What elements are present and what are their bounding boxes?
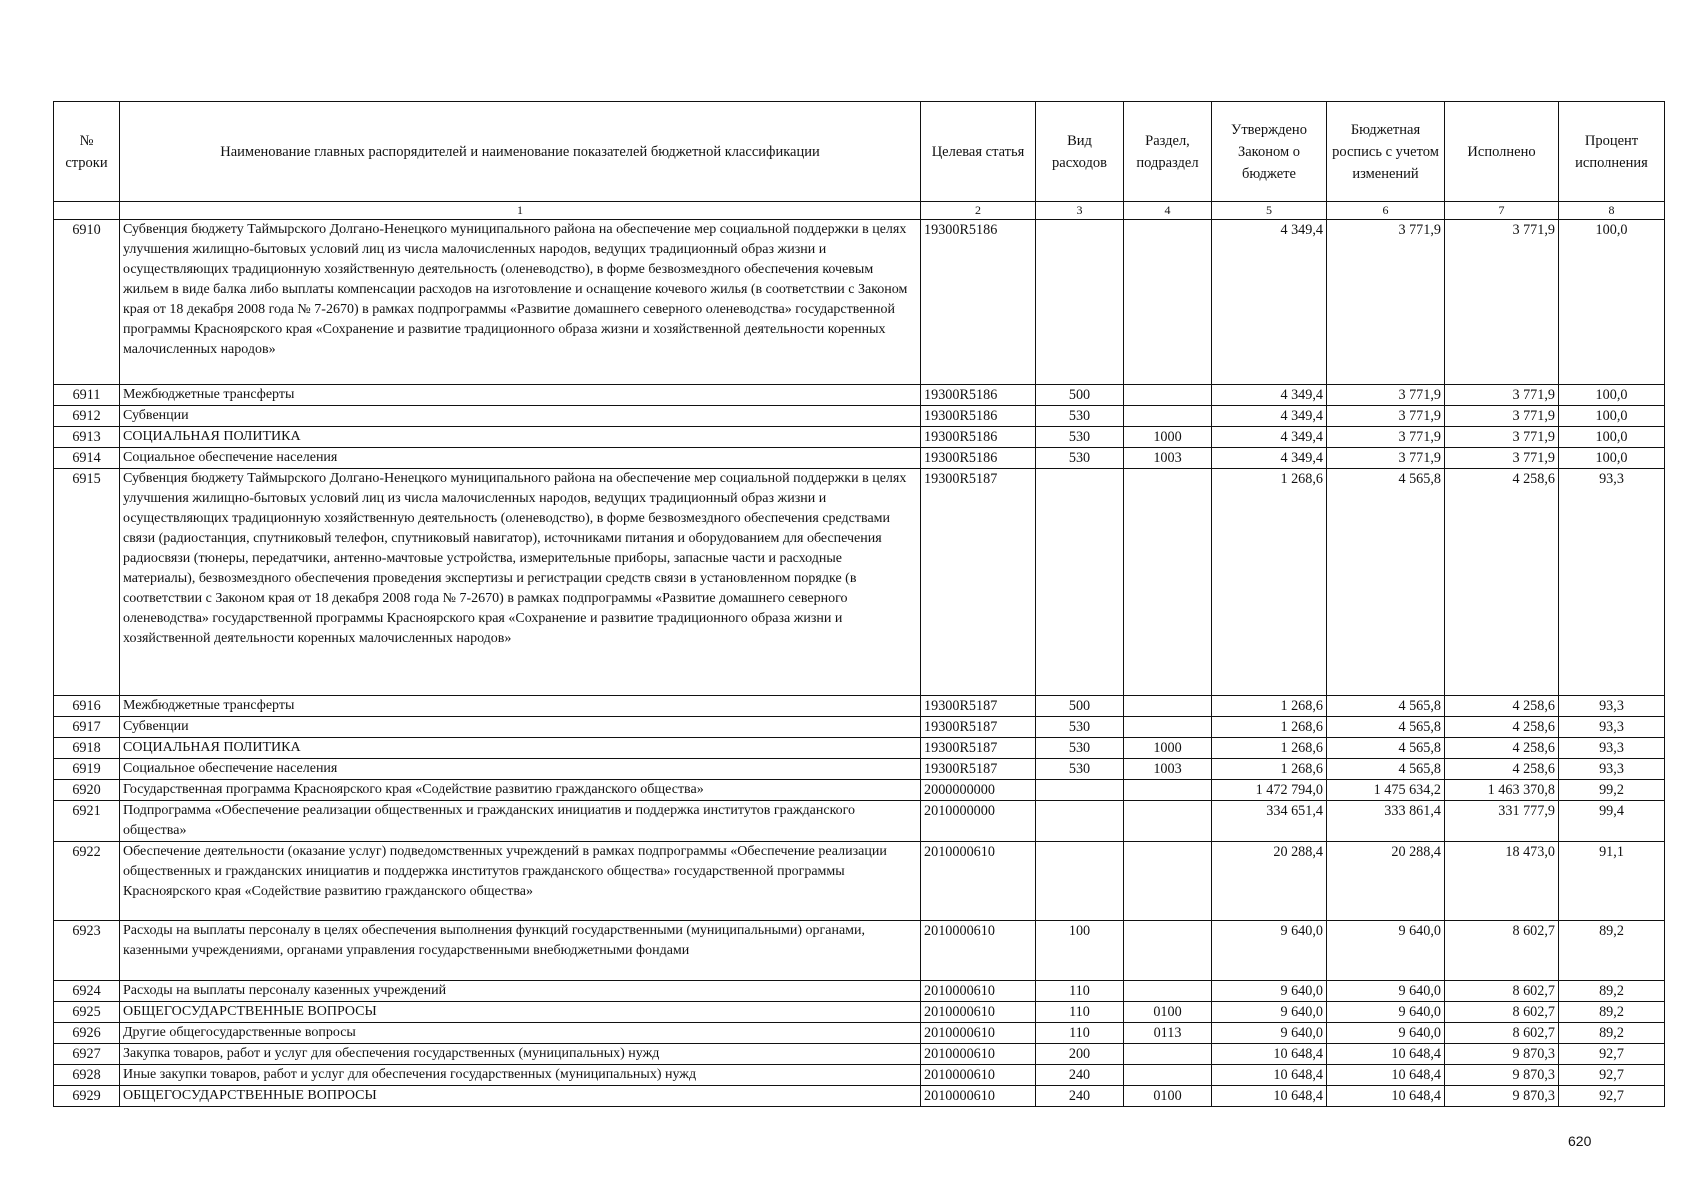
header-executed: Исполнено xyxy=(1445,102,1559,202)
row-executed: 4 258,6 xyxy=(1445,759,1559,780)
row-section xyxy=(1124,780,1212,801)
row-percent: 93,3 xyxy=(1559,759,1665,780)
row-schedule: 3 771,9 xyxy=(1327,427,1445,448)
page-number: 620 xyxy=(1568,1133,1592,1149)
row-executed: 4 258,6 xyxy=(1445,717,1559,738)
row-target-article: 19300R5186 xyxy=(921,448,1036,469)
row-schedule: 3 771,9 xyxy=(1327,385,1445,406)
row-name: Субвенции xyxy=(120,406,921,427)
row-executed: 18 473,0 xyxy=(1445,842,1559,921)
row-target-article: 19300R5186 xyxy=(921,427,1036,448)
row-executed: 9 870,3 xyxy=(1445,1065,1559,1086)
table-row xyxy=(54,1086,1665,1107)
row-number: 6912 xyxy=(54,406,120,427)
row-executed: 4 258,6 xyxy=(1445,469,1559,696)
row-target-article: 19300R5187 xyxy=(921,469,1036,696)
row-schedule: 9 640,0 xyxy=(1327,1023,1445,1044)
column-number xyxy=(54,202,120,220)
row-executed: 9 870,3 xyxy=(1445,1044,1559,1065)
row-section xyxy=(1124,717,1212,738)
row-name: Социальное обеспечение населения xyxy=(120,759,921,780)
row-section xyxy=(1124,696,1212,717)
row-target-article: 2010000610 xyxy=(921,842,1036,921)
row-number: 6926 xyxy=(54,1023,120,1044)
row-approved: 4 349,4 xyxy=(1212,448,1327,469)
row-approved: 334 651,4 xyxy=(1212,801,1327,842)
row-percent: 93,3 xyxy=(1559,738,1665,759)
row-executed: 8 602,7 xyxy=(1445,1023,1559,1044)
row-schedule: 4 565,8 xyxy=(1327,469,1445,696)
row-percent: 99,4 xyxy=(1559,801,1665,842)
row-section xyxy=(1124,921,1212,981)
row-executed: 3 771,9 xyxy=(1445,427,1559,448)
row-percent: 93,3 xyxy=(1559,696,1665,717)
row-section xyxy=(1124,385,1212,406)
row-number: 6929 xyxy=(54,1086,120,1107)
table-header xyxy=(54,102,1665,220)
row-approved: 9 640,0 xyxy=(1212,981,1327,1002)
row-approved: 1 472 794,0 xyxy=(1212,780,1327,801)
row-approved: 9 640,0 xyxy=(1212,921,1327,981)
row-section xyxy=(1124,1065,1212,1086)
row-expense-type xyxy=(1036,780,1124,801)
row-executed: 9 870,3 xyxy=(1445,1086,1559,1107)
row-schedule: 9 640,0 xyxy=(1327,1002,1445,1023)
table-row xyxy=(54,981,1665,1002)
row-number: 6913 xyxy=(54,427,120,448)
row-executed: 8 602,7 xyxy=(1445,921,1559,981)
row-section: 1000 xyxy=(1124,738,1212,759)
row-name: СОЦИАЛЬНАЯ ПОЛИТИКА xyxy=(120,738,921,759)
row-schedule: 3 771,9 xyxy=(1327,448,1445,469)
row-target-article: 19300R5187 xyxy=(921,696,1036,717)
row-schedule: 10 648,4 xyxy=(1327,1086,1445,1107)
row-expense-type: 530 xyxy=(1036,759,1124,780)
row-percent: 89,2 xyxy=(1559,1002,1665,1023)
row-schedule: 4 565,8 xyxy=(1327,738,1445,759)
header-row-no: № строки xyxy=(54,102,120,202)
column-number: 3 xyxy=(1036,202,1124,220)
row-percent: 89,2 xyxy=(1559,1023,1665,1044)
column-numbers-row xyxy=(54,202,1665,220)
row-name: Обеспечение деятельности (оказание услуг) подведомственных учреждений в рамках подпрограммы «Обеспечение реализации общественных и гражданских инициатив и поддержка институтов гражданского общества» государственной программы Красноярского края «Содействие развитию гражданского общества» xyxy=(120,842,921,921)
row-schedule: 9 640,0 xyxy=(1327,921,1445,981)
row-expense-type: 200 xyxy=(1036,1044,1124,1065)
row-percent: 93,3 xyxy=(1559,717,1665,738)
row-expense-type xyxy=(1036,220,1124,385)
row-number: 6928 xyxy=(54,1065,120,1086)
row-executed: 4 258,6 xyxy=(1445,738,1559,759)
header-approved: Утверждено Законом о бюджете xyxy=(1212,102,1327,202)
row-number: 6922 xyxy=(54,842,120,921)
row-expense-type: 500 xyxy=(1036,385,1124,406)
row-target-article: 2010000610 xyxy=(921,921,1036,981)
row-approved: 4 349,4 xyxy=(1212,427,1327,448)
row-approved: 9 640,0 xyxy=(1212,1023,1327,1044)
row-section: 0100 xyxy=(1124,1086,1212,1107)
row-expense-type xyxy=(1036,469,1124,696)
column-number: 7 xyxy=(1445,202,1559,220)
table-row xyxy=(54,717,1665,738)
table-row xyxy=(54,1044,1665,1065)
column-number: 6 xyxy=(1327,202,1445,220)
table-row xyxy=(54,448,1665,469)
row-name: СОЦИАЛЬНАЯ ПОЛИТИКА xyxy=(120,427,921,448)
row-approved: 10 648,4 xyxy=(1212,1065,1327,1086)
table-row xyxy=(54,1002,1665,1023)
row-executed: 3 771,9 xyxy=(1445,448,1559,469)
row-target-article: 2010000610 xyxy=(921,981,1036,1002)
row-target-article: 19300R5187 xyxy=(921,759,1036,780)
table-row xyxy=(54,842,1665,921)
row-number: 6921 xyxy=(54,801,120,842)
row-section xyxy=(1124,981,1212,1002)
row-approved: 1 268,6 xyxy=(1212,717,1327,738)
row-expense-type xyxy=(1036,801,1124,842)
row-percent: 100,0 xyxy=(1559,220,1665,385)
row-target-article: 19300R5186 xyxy=(921,385,1036,406)
row-schedule: 10 648,4 xyxy=(1327,1065,1445,1086)
row-number: 6915 xyxy=(54,469,120,696)
row-executed: 8 602,7 xyxy=(1445,1002,1559,1023)
column-number: 4 xyxy=(1124,202,1212,220)
row-target-article: 19300R5186 xyxy=(921,406,1036,427)
row-percent: 100,0 xyxy=(1559,385,1665,406)
row-schedule: 10 648,4 xyxy=(1327,1044,1445,1065)
row-approved: 1 268,6 xyxy=(1212,469,1327,696)
row-expense-type: 110 xyxy=(1036,1023,1124,1044)
row-approved: 20 288,4 xyxy=(1212,842,1327,921)
row-name: Закупка товаров, работ и услуг для обеспечения государственных (муниципальных) нужд xyxy=(120,1044,921,1065)
row-approved: 4 349,4 xyxy=(1212,220,1327,385)
header-exp-type: Вид расходов xyxy=(1036,102,1124,202)
row-name: Субвенция бюджету Таймырского Долгано-Ненецкого муниципального района на обеспечение мер социальной поддержки в целях улучшения жилищно-бытовых условий лиц из числа малочисленных народов, ведущих традиционный образ жизни и осуществляющих традиционную хозяйственную деятельность (оленеводство), в форме безвозмездного обеспечения средствами связи (радиостанция, спутниковый телефон, спутниковый навигатор), источниками питания и оборудованием для обеспечения радиосвязи (тюнеры, передатчики, антенно-мачтовые устройства, измерительные приборы, запасные части и расходные материалы), безвозмездного обеспечения проведения экспертизы и регистрации средств связи в установленном порядке (в соответствии с Законом края от 18 декабря 2008 года № 7-2670) в рамках подпрограммы «Развитие домашнего северного оленеводства» государственной программы Красноярского края «Сохранение и развитие традиционного образа жизни и хозяйственной деятельности коренных малочисленных народов» xyxy=(120,469,921,696)
row-percent: 100,0 xyxy=(1559,448,1665,469)
table-row xyxy=(54,406,1665,427)
row-name: Расходы на выплаты персоналу казенных учреждений xyxy=(120,981,921,1002)
budget-table xyxy=(53,101,1665,1107)
row-schedule: 4 565,8 xyxy=(1327,717,1445,738)
header-schedule: Бюджетная роспись с учетом изменений xyxy=(1327,102,1445,202)
row-number: 6916 xyxy=(54,696,120,717)
row-section: 1003 xyxy=(1124,759,1212,780)
row-schedule: 20 288,4 xyxy=(1327,842,1445,921)
row-executed: 3 771,9 xyxy=(1445,406,1559,427)
row-section xyxy=(1124,220,1212,385)
row-section xyxy=(1124,406,1212,427)
row-expense-type: 530 xyxy=(1036,738,1124,759)
table-row xyxy=(54,801,1665,842)
row-expense-type: 500 xyxy=(1036,696,1124,717)
row-approved: 1 268,6 xyxy=(1212,759,1327,780)
row-number: 6917 xyxy=(54,717,120,738)
row-name: Субвенции xyxy=(120,717,921,738)
row-executed: 4 258,6 xyxy=(1445,696,1559,717)
row-target-article: 2010000610 xyxy=(921,1065,1036,1086)
row-approved: 9 640,0 xyxy=(1212,1002,1327,1023)
row-target-article: 2000000000 xyxy=(921,780,1036,801)
row-section xyxy=(1124,1044,1212,1065)
row-number: 6918 xyxy=(54,738,120,759)
row-target-article: 2010000610 xyxy=(921,1086,1036,1107)
row-section: 0100 xyxy=(1124,1002,1212,1023)
row-schedule: 4 565,8 xyxy=(1327,759,1445,780)
row-executed: 3 771,9 xyxy=(1445,220,1559,385)
row-expense-type: 110 xyxy=(1036,1002,1124,1023)
table-row xyxy=(54,696,1665,717)
row-target-article: 2010000000 xyxy=(921,801,1036,842)
row-target-article: 2010000610 xyxy=(921,1044,1036,1065)
column-number: 8 xyxy=(1559,202,1665,220)
row-section xyxy=(1124,469,1212,696)
row-percent: 92,7 xyxy=(1559,1086,1665,1107)
row-name: Подпрограмма «Обеспечение реализации общественных и гражданских инициатив и поддержка институтов гражданского общества» xyxy=(120,801,921,842)
row-executed: 331 777,9 xyxy=(1445,801,1559,842)
row-section: 1003 xyxy=(1124,448,1212,469)
row-expense-type: 530 xyxy=(1036,427,1124,448)
row-expense-type: 110 xyxy=(1036,981,1124,1002)
row-percent: 99,2 xyxy=(1559,780,1665,801)
table-row xyxy=(54,921,1665,981)
header-name: Наименование главных распорядителей и наименование показателей бюджетной классификации xyxy=(120,102,921,202)
row-target-article: 2010000610 xyxy=(921,1023,1036,1044)
row-name: Расходы на выплаты персоналу в целях обеспечения выполнения функций государственными (муниципальными) органами, казенными учреждениями, органами управления государственными внебюджетными фондами xyxy=(120,921,921,981)
row-schedule: 4 565,8 xyxy=(1327,696,1445,717)
row-section xyxy=(1124,842,1212,921)
table-body xyxy=(54,220,1665,1107)
row-name: Субвенция бюджету Таймырского Долгано-Ненецкого муниципального района на обеспечение мер социальной поддержки в целях улучшения жилищно-бытовых условий лиц из числа малочисленных народов, ведущих традиционный образ жизни и осуществляющих традиционную хозяйственную деятельность (оленеводство), в форме безвозмездного обеспечения кочевым жильем в виде балка либо выплаты компенсации расходов на изготовление и оснащение кочевого жилья (в соответствии с Законом края от 18 декабря 2008 года № 7-2670) в рамках подпрограммы «Развитие домашнего северного оленеводства» государственной программы Красноярского края «Сохранение и развитие традиционного образа жизни и хозяйственной деятельности коренных малочисленных народов» xyxy=(120,220,921,385)
row-executed: 8 602,7 xyxy=(1445,981,1559,1002)
row-percent: 92,7 xyxy=(1559,1044,1665,1065)
row-number: 6920 xyxy=(54,780,120,801)
row-percent: 93,3 xyxy=(1559,469,1665,696)
row-expense-type: 240 xyxy=(1036,1065,1124,1086)
row-percent: 89,2 xyxy=(1559,981,1665,1002)
row-number: 6927 xyxy=(54,1044,120,1065)
table-row xyxy=(54,1065,1665,1086)
row-number: 6910 xyxy=(54,220,120,385)
table-row xyxy=(54,469,1665,696)
row-approved: 1 268,6 xyxy=(1212,738,1327,759)
row-name: ОБЩЕГОСУДАРСТВЕННЫЕ ВОПРОСЫ xyxy=(120,1002,921,1023)
row-schedule: 1 475 634,2 xyxy=(1327,780,1445,801)
header-section: Раздел, подраздел xyxy=(1124,102,1212,202)
row-section: 1000 xyxy=(1124,427,1212,448)
table-row xyxy=(54,220,1665,385)
row-section xyxy=(1124,801,1212,842)
row-expense-type: 530 xyxy=(1036,717,1124,738)
row-percent: 100,0 xyxy=(1559,406,1665,427)
row-approved: 10 648,4 xyxy=(1212,1086,1327,1107)
row-name: Социальное обеспечение населения xyxy=(120,448,921,469)
table-row xyxy=(54,780,1665,801)
row-approved: 10 648,4 xyxy=(1212,1044,1327,1065)
row-name: Иные закупки товаров, работ и услуг для обеспечения государственных (муниципальных) нужд xyxy=(120,1065,921,1086)
row-schedule: 9 640,0 xyxy=(1327,981,1445,1002)
row-name: Государственная программа Красноярского края «Содействие развитию гражданского общества» xyxy=(120,780,921,801)
column-number: 5 xyxy=(1212,202,1327,220)
row-percent: 100,0 xyxy=(1559,427,1665,448)
row-percent: 92,7 xyxy=(1559,1065,1665,1086)
header-percent: Процент исполнения xyxy=(1559,102,1665,202)
row-percent: 89,2 xyxy=(1559,921,1665,981)
row-approved: 4 349,4 xyxy=(1212,406,1327,427)
row-section: 0113 xyxy=(1124,1023,1212,1044)
row-name: Межбюджетные трансферты xyxy=(120,696,921,717)
table-row xyxy=(54,1023,1665,1044)
row-name: Другие общегосударственные вопросы xyxy=(120,1023,921,1044)
row-number: 6924 xyxy=(54,981,120,1002)
row-executed: 3 771,9 xyxy=(1445,385,1559,406)
row-schedule: 3 771,9 xyxy=(1327,406,1445,427)
table-row xyxy=(54,759,1665,780)
row-percent: 91,1 xyxy=(1559,842,1665,921)
row-number: 6914 xyxy=(54,448,120,469)
table-row xyxy=(54,427,1665,448)
row-expense-type xyxy=(1036,842,1124,921)
row-expense-type: 530 xyxy=(1036,448,1124,469)
row-expense-type: 530 xyxy=(1036,406,1124,427)
row-number: 6923 xyxy=(54,921,120,981)
row-target-article: 19300R5187 xyxy=(921,717,1036,738)
column-number: 1 xyxy=(120,202,921,220)
row-schedule: 3 771,9 xyxy=(1327,220,1445,385)
table-row xyxy=(54,738,1665,759)
row-executed: 1 463 370,8 xyxy=(1445,780,1559,801)
row-number: 6925 xyxy=(54,1002,120,1023)
row-approved: 4 349,4 xyxy=(1212,385,1327,406)
header-target: Целевая статья xyxy=(921,102,1036,202)
row-approved: 1 268,6 xyxy=(1212,696,1327,717)
table-row xyxy=(54,385,1665,406)
row-target-article: 19300R5186 xyxy=(921,220,1036,385)
column-number: 2 xyxy=(921,202,1036,220)
row-target-article: 19300R5187 xyxy=(921,738,1036,759)
row-expense-type: 100 xyxy=(1036,921,1124,981)
row-name: ОБЩЕГОСУДАРСТВЕННЫЕ ВОПРОСЫ xyxy=(120,1086,921,1107)
row-name: Межбюджетные трансферты xyxy=(120,385,921,406)
row-target-article: 2010000610 xyxy=(921,1002,1036,1023)
row-number: 6919 xyxy=(54,759,120,780)
row-expense-type: 240 xyxy=(1036,1086,1124,1107)
row-schedule: 333 861,4 xyxy=(1327,801,1445,842)
row-number: 6911 xyxy=(54,385,120,406)
